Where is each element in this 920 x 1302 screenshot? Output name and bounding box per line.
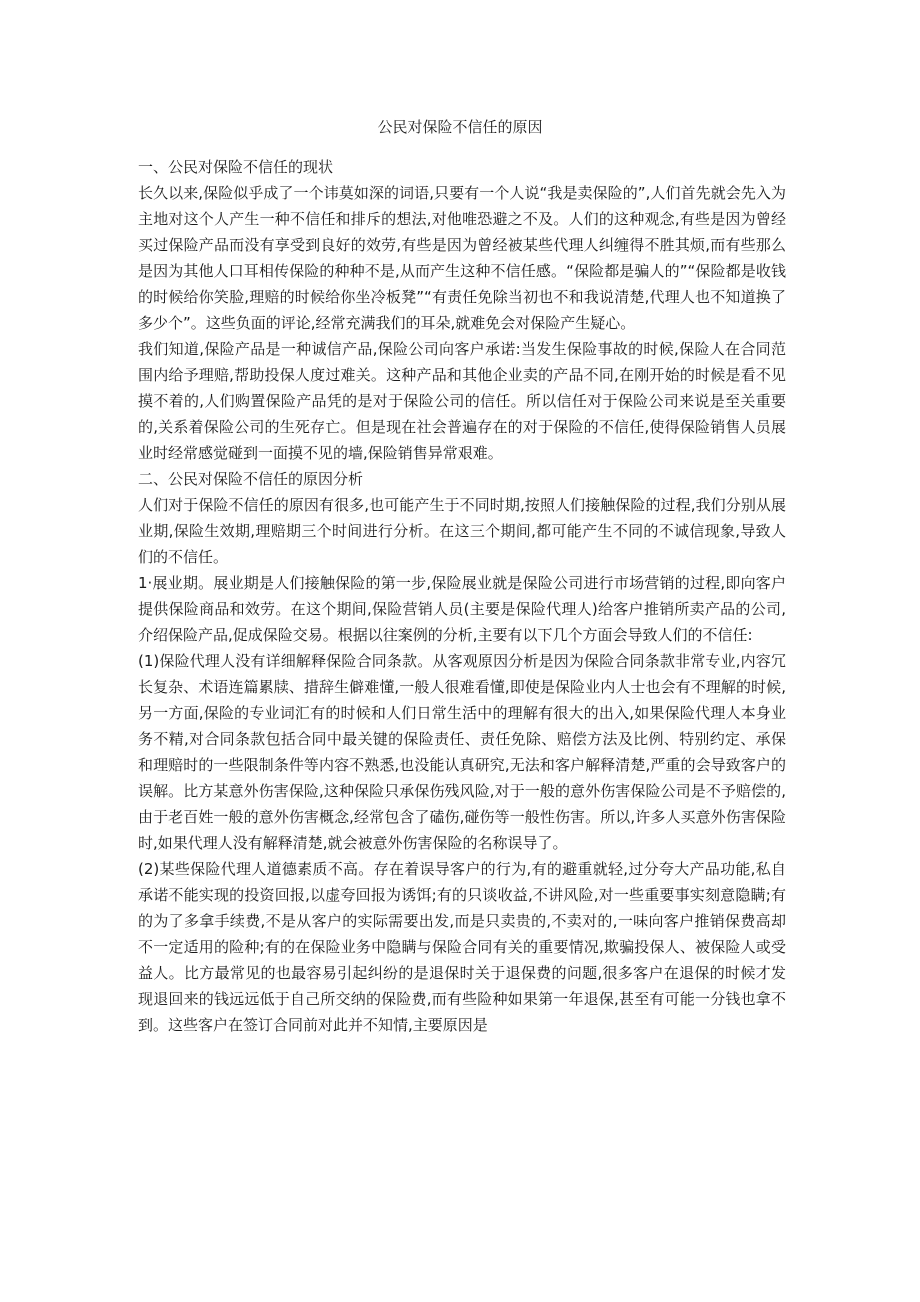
document-title: 公民对保险不信任的原因 bbox=[377, 118, 543, 136]
section-heading-1: 一、公民对保险不信任的现状 bbox=[138, 158, 334, 176]
paragraph: 我们知道,保险产品是一种诚信产品,保险公司向客户承诺:当发生保险事故的时候,保险人在合同范围内给予理赔,帮助投保人度过难关。这种产品和其他企业卖的产品不同,在刚开始的时候是看不见摸不着的,人们购置保险产品凭的是对于保险公司的信任。所以信任对于保险公司来说是至关重要的,关系着保险公司的生死存亡。但是现在社会普遍存在的对于保险的不信任,使得保险销售人员展业时经常感觉碰到一面摸不见的墙,保险销售异常艰难。 bbox=[138, 340, 786, 462]
paragraph: 长久以来,保险似乎成了一个讳莫如深的词语,只要有一个人说“我是卖保险的”,人们首先就会先入为主地对这个人产生一种不信任和排斥的想法,对他唯恐避之不及。人们的这种观念,有些是因为曾经买过保险产品而没有享受到良好的效劳,有些是因为曾经被某些代理人纠缠得不胜其烦,而有些那么是因为其他人口耳相传保险的种种不是,从而产生这种不信任感。“保险都是骗人的”“保险都是收钱的时候给你笑脸,理赔的时候给你坐冷板凳”“有责任免除当初也不和我说清楚,代理人也不知道换了多少个”。这些负面的评论,经常充满我们的耳朵,就难免会对保险产生疑心。 bbox=[138, 184, 786, 332]
paragraph: (2)某些保险代理人道德素质不高。存在着误导客户的行为,有的避重就轻,过分夸大产品功能,私自承诺不能实现的投资回报,以虚夸回报为诱饵;有的只谈收益,不讲风险,对一些重要事实刻意隐瞒;有的为了多拿手续费,不是从客户的实际需要出发,而是只卖贵的,不卖对的,一味向客户推销保费高却不一定适用的险种;有的在保险业务中隐瞒与保险合同有关的重要情况,欺骗投保人、被保险人或受益人。比方最常见的也最容易引起纠纷的是退保时关于退保费的问题,很多客户在退保的时候才发现退回来的钱远远低于自己所交纳的保险费,而有些险种如果第一年退保,甚至有可能一分钱也拿不到。这些客户在签订合同前对此并不知情,主要原因是 bbox=[138, 860, 786, 1034]
section-heading-2: 二、公民对保险不信任的原因分析 bbox=[138, 470, 364, 488]
paragraph: 人们对于保险不信任的原因有很多,也可能产生于不同时期,按照人们接触保险的过程,我们分别从展业期,保险生效期,理赔期三个时间进行分析。在这三个期间,都可能产生不同的不诚信现象,导致人们的不信任。 bbox=[138, 496, 786, 566]
document-body bbox=[138, 154, 786, 1038]
paragraph: (1)保险代理人没有详细解释保险合同条款。从客观原因分析是因为保险合同条款非常专业,内容冗长复杂、术语连篇累牍、措辞生僻难懂,一般人很难看懂,即使是保险业内人士也会有不理解的时候,另一方面,保险的专业词汇有的时候和人们日常生活中的理解有很大的出入,如果保险代理人本身业务不精,对合同条款包括合同中最关键的保险责任、责任免除、赔偿方法及比例、特别约定、承保和理赔时的一些限制条件等内容不熟悉,也没能认真研究,无法和客户解释清楚,严重的会导致客户的误解。比方某意外伤害保险,这种保险只承保伤残风险,对于一般的意外伤害保险公司是不予赔偿的,由于老百姓一般的意外伤害概念,经常包含了磕伤,碰伤等一般性伤害。所以,许多人买意外伤害保险时,如果代理人没有解释清楚,就会被意外伤害保险的名称误导了。 bbox=[138, 652, 786, 852]
paragraph: 1·展业期。展业期是人们接触保险的第一步,保险展业就是保险公司进行市场营销的过程,即向客户提供保险商品和效劳。在这个期间,保险营销人员(主要是保险代理人)给客户推销所卖产品的公司,介绍保险产品,促成保险交易。根据以往案例的分析,主要有以下几个方面会导致人们的不信任: bbox=[138, 574, 786, 644]
